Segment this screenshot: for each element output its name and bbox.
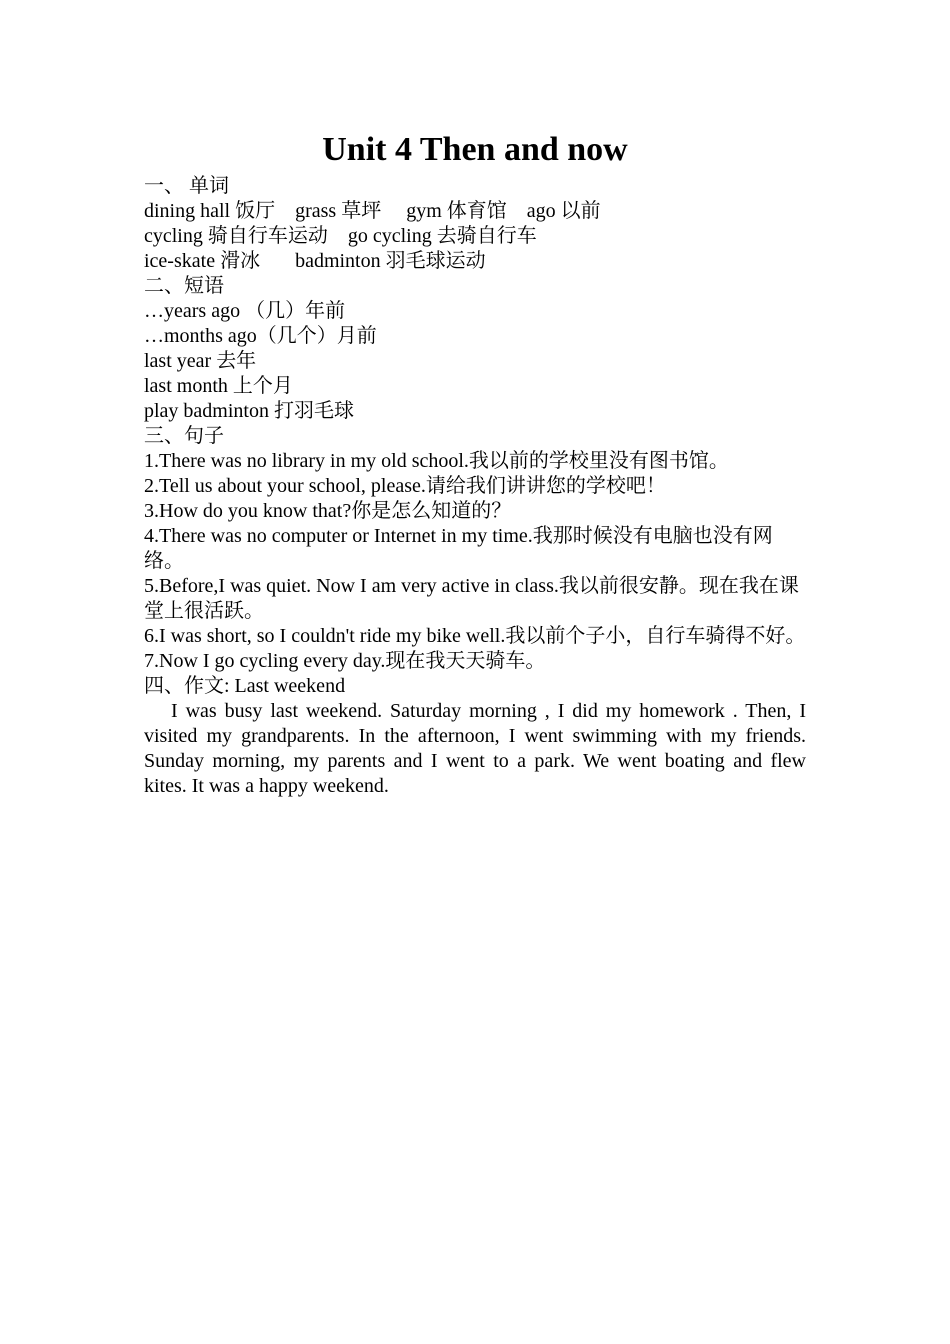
- phrase-line: …years ago （几）年前: [144, 300, 346, 322]
- page-title: Unit 4 Then and now: [322, 131, 628, 168]
- sentence-line: 5.Before,I was quiet. Now I am very active in class.我以前很安静。现在我在课堂上很活跃。: [144, 575, 799, 622]
- phrase-line: …months ago（几个）月前: [144, 325, 377, 347]
- vocab-line: ice-skate 滑冰 badminton 羽毛球运动: [144, 250, 486, 272]
- composition-paragraph: I was busy last weekend. Saturday morning , I did my homework . Then, I visited my grandparents. In the afternoon, I went swimming with my friends. Sunday morning, my parents and I went to a park. We went boating and flew kites. It was a happy weekend.: [144, 700, 806, 797]
- vocab-line: cycling 骑自行车运动 go cycling 去骑自行车: [144, 225, 537, 247]
- sentence-line: 2.Tell us about your school, please.请给我们讲讲您的学校吧！: [144, 475, 666, 497]
- section-heading-phrases: 二、短语: [144, 275, 224, 297]
- phrase-line: last month 上个月: [144, 375, 293, 397]
- vocab-line: dining hall 饭厅 grass 草坪 gym 体育馆 ago 以前: [144, 200, 601, 222]
- sentence-line: 7.Now I go cycling every day.现在我天天骑车。: [144, 650, 546, 672]
- section-heading-words: 一、 单词: [144, 175, 229, 197]
- sentence-line: 1.There was no library in my old school.我以前的学校里没有图书馆。: [144, 450, 729, 472]
- sentence-line: 6.I was short, so I couldn't ride my bike well.我以前个子小，自行车骑得不好。: [144, 625, 806, 647]
- sentence-line: 3.How do you know that?你是怎么知道的？: [144, 500, 512, 522]
- section-heading-sentences: 三、句子: [144, 425, 224, 447]
- phrase-line: last year 去年: [144, 350, 257, 372]
- sentence-line: 4.There was no computer or Internet in my time.我那时候没有电脑也没有网络。: [144, 525, 773, 572]
- phrase-line: play badminton 打羽毛球: [144, 400, 354, 422]
- section-heading-composition: 四、作文: Last weekend: [144, 675, 346, 697]
- document-page: [144, 128, 806, 799]
